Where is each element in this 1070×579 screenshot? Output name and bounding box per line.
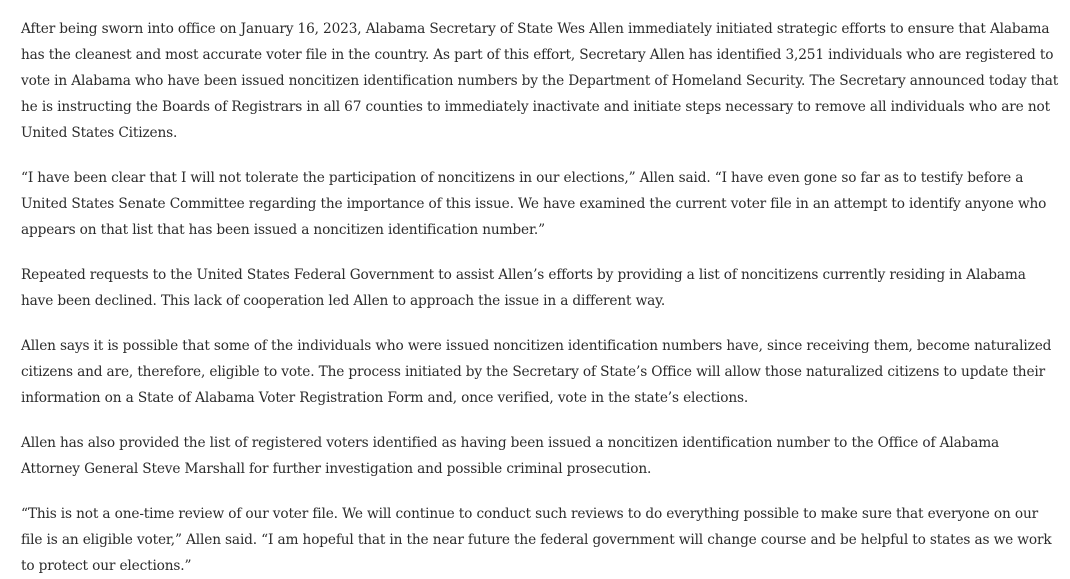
paragraph-sworn-in: After being sworn into office on January 16, 2023, Alabama Secretary of State Wes Allen immediately initiated strategic efforts to ensure that Alabama has the cleanest and most accurate voter file in the country. As part of this effort, Secretary Allen has identified 3,251 individuals who are registered to vote in Alabama who have been issued noncitizen identification numbers by the Department of Homeland Security. The Secretary announced today that he is instructing the Boards of Registrars in all 67 counties to immediately inactivate and initiate steps necessary to remove all individuals who are not United States Citizens. — [21, 21, 1059, 141]
paragraph-federal-requests: Repeated requests to the United States Federal Government to assist Allen’s efforts by providing a list of noncitizens currently residing in Alabama have been declined. This lack of cooperation led Allen to approach the issue in a different way. — [21, 267, 1026, 309]
paragraph-naturalized-citizens: Allen says it is possible that some of the individuals who were issued noncitizen identification numbers have, since receiving them, become naturalized citizens and are, therefore, eligible to vote. The process initiated by the Secretary of State’s Office will allow those naturalized citizens to update their information on a State of Alabama Voter Registration Form and, once verified, vote in the state’s elections. — [21, 338, 1052, 406]
paragraph-attorney-general: Allen has also provided the list of registered voters identified as having been issued a noncitizen identification number to the Office of Alabama Attorney General Steve Marshall for further investigation and possible criminal prosecution. — [21, 435, 1000, 477]
paragraph-closing-quote: “This is not a one-time review of our voter file. We will continue to conduct such reviews to do everything possible to make sure that everyone on our file is an eligible voter,” Allen said. “I am hopeful that in the near future the federal government will change course and be helpful to states as we work to protect our elections.” — [21, 506, 1052, 574]
paragraph-allen-quote-noncitizens: “I have been clear that I will not tolerate the participation of noncitizens in our elections,” Allen said. “I have even gone so far as to testify before a United States Senate Committee regarding the importance of this issue. We have examined the current voter file in an attempt to identify anyone who appears on that list that has been issued a noncitizen identification number.” — [21, 170, 1047, 238]
